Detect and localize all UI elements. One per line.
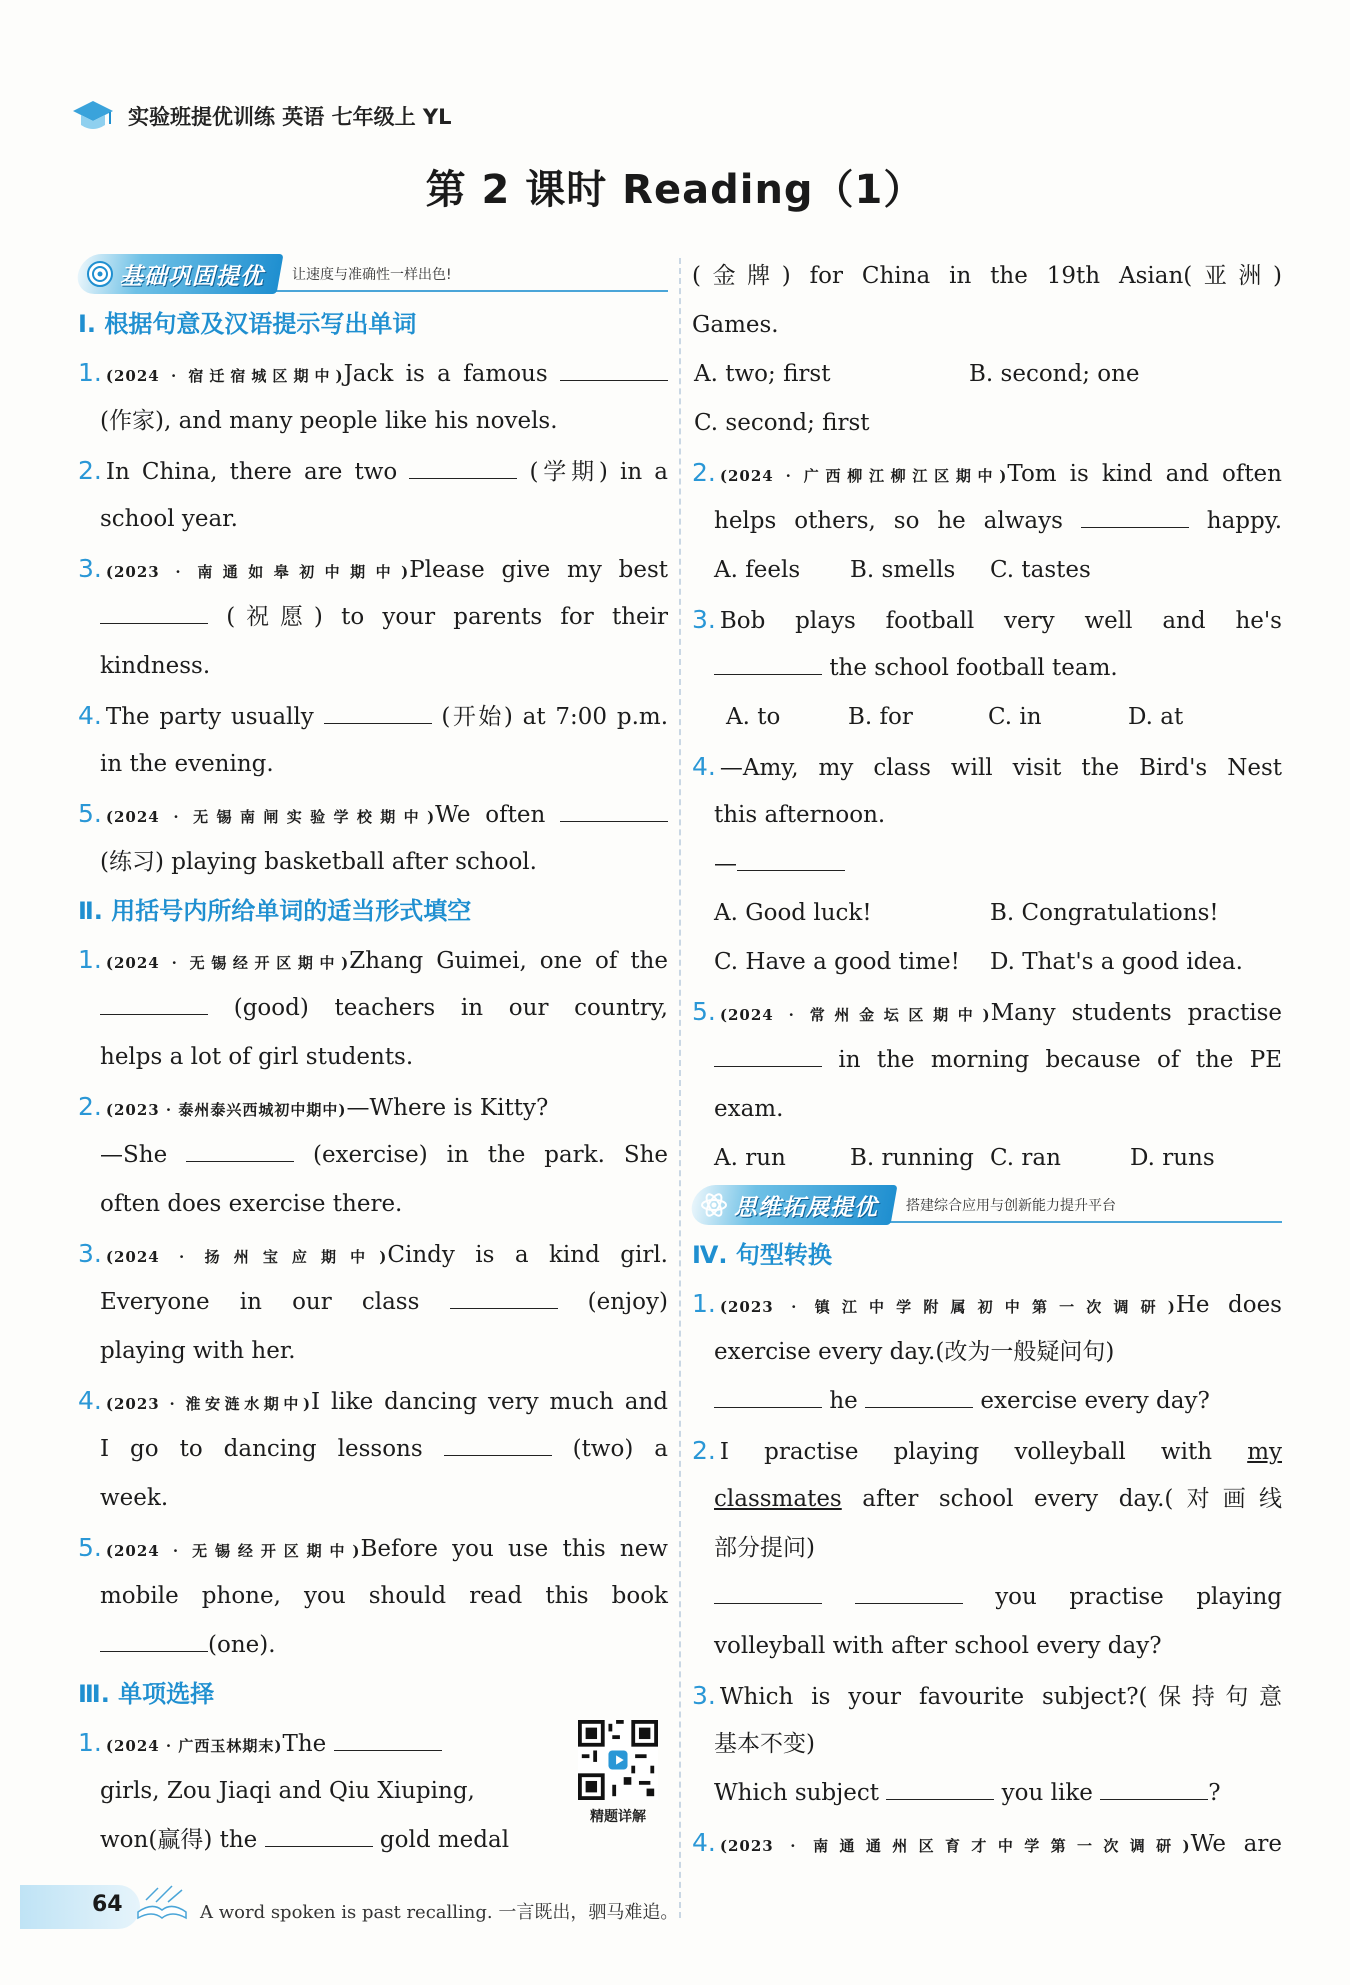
answer-blank[interactable] bbox=[560, 362, 668, 381]
options-line bbox=[692, 889, 1282, 938]
question-line: 5. (2024 · 无锡经开区期中)Before you use this new bbox=[78, 1533, 668, 1562]
section-banner-basic bbox=[78, 252, 668, 296]
question-line: 4. (2023 · 南通通州区育才中学第一次调研)We are bbox=[692, 1828, 1282, 1857]
question-line: won(赢得) the gold medal bbox=[100, 1827, 510, 1853]
question-line: 2. I practise playing volleyball with my bbox=[692, 1436, 1282, 1465]
answer-blank[interactable] bbox=[714, 1389, 822, 1408]
question-line: (祝愿) to your parents for their bbox=[78, 593, 668, 642]
option[interactable]: A. feels bbox=[714, 557, 801, 583]
options-line bbox=[692, 1134, 1282, 1183]
question-line: — bbox=[692, 840, 1282, 889]
question-line: Everyone in our class (enjoy) bbox=[100, 1289, 668, 1315]
question-line: 4. The party usually (开始) at 7:00 p.m. bbox=[78, 701, 669, 730]
graduation-cap-icon bbox=[72, 98, 114, 134]
question-line: (one). bbox=[78, 1621, 668, 1670]
option[interactable]: D. at bbox=[1128, 704, 1184, 730]
answer-blank[interactable] bbox=[100, 996, 208, 1015]
part-heading: Ⅱ. 用括号内所给单词的适当形式填空 bbox=[78, 897, 472, 925]
options-line bbox=[692, 399, 1282, 448]
lesson-title: 第 2 课时 Reading（1） bbox=[425, 167, 925, 213]
options-line bbox=[692, 938, 1282, 987]
answer-blank[interactable] bbox=[1081, 509, 1189, 528]
option[interactable]: B. smells bbox=[850, 557, 956, 583]
question-line: playing with her. bbox=[100, 1338, 296, 1364]
question-line: 基本不变) bbox=[714, 1731, 815, 1757]
question-line: exam. bbox=[714, 1096, 784, 1122]
answer-blank[interactable] bbox=[265, 1828, 373, 1847]
question-line: 2. (2024 · 广西柳江柳江区期中)Tom is kind and often bbox=[692, 458, 1282, 487]
question-line: in the evening. bbox=[100, 751, 274, 777]
answer-blank[interactable] bbox=[334, 1732, 442, 1751]
part-heading: Ⅰ. 根据句意及汉语提示写出单词 bbox=[78, 310, 417, 338]
question-line: girls, Zou Jiaqi and Qiu Xiuping, bbox=[100, 1778, 475, 1804]
question-line: this afternoon. bbox=[714, 802, 886, 828]
option[interactable]: C. in bbox=[988, 704, 1042, 730]
answer-blank[interactable] bbox=[865, 1389, 973, 1408]
question-line: helps a lot of girl students. bbox=[100, 1044, 414, 1070]
atom-icon bbox=[700, 1191, 728, 1219]
option[interactable]: C. tastes bbox=[990, 557, 1091, 583]
question-line: 1. (2024 · 宿迁宿城区期中)Jack is a famous bbox=[78, 348, 668, 397]
question-line: 1. (2024 · 广西玉林期末)The bbox=[78, 1718, 568, 1767]
answer-blank[interactable] bbox=[855, 1585, 963, 1604]
banner-title: 基础巩固提优 bbox=[120, 263, 264, 290]
question-line: you practise playing bbox=[692, 1573, 1282, 1622]
option[interactable]: A. Good luck! bbox=[714, 900, 872, 926]
question-line: he exercise every day? bbox=[692, 1377, 1282, 1426]
question-line: (金牌) for China in the 19th Asian(亚洲) bbox=[692, 263, 1282, 289]
page-number: 64 bbox=[92, 1892, 123, 1917]
question-line: 2. (2023 · 泰州泰兴西城初中期中)—Where is Kitty? bbox=[78, 1092, 549, 1121]
answer-blank[interactable] bbox=[409, 460, 517, 479]
question-line: Which subject you like ? bbox=[714, 1780, 1221, 1806]
book-icon bbox=[132, 1880, 192, 1924]
left-column bbox=[78, 252, 668, 1865]
option[interactable]: D. runs bbox=[1130, 1145, 1215, 1171]
question-line: exercise every day.(改为一般疑问句) bbox=[714, 1339, 1115, 1365]
option[interactable]: B. second; one bbox=[969, 361, 1140, 387]
answer-blank[interactable] bbox=[714, 1048, 822, 1067]
answer-blank[interactable] bbox=[886, 1781, 994, 1800]
option[interactable]: A. run bbox=[714, 1145, 786, 1171]
footer-quote: A word spoken is past recalling. 一言既出，驷马难追。 bbox=[200, 1902, 679, 1923]
answer-blank[interactable] bbox=[1100, 1781, 1208, 1800]
banner-title: 思维拓展提优 bbox=[734, 1194, 878, 1221]
question-line: 部分提问) bbox=[714, 1535, 815, 1561]
answer-blank[interactable] bbox=[444, 1437, 552, 1456]
question-line: Games. bbox=[692, 312, 779, 338]
option[interactable]: B. for bbox=[848, 704, 913, 730]
question-line: 1. (2023 · 镇江中学附属初中第一次调研)He does bbox=[692, 1289, 1282, 1318]
question-line: 4. (2023 · 淮安涟水期中)I like dancing very much and bbox=[78, 1386, 668, 1415]
question-line: school year. bbox=[100, 506, 238, 532]
question-line: —She (exercise) in the park. She bbox=[100, 1142, 668, 1168]
qr-caption: 精题详解 bbox=[590, 1809, 646, 1825]
question-line: classmates after school every day.(对画线 bbox=[714, 1486, 1282, 1512]
question-line: 3. Bob plays football very well and he's bbox=[692, 605, 1282, 634]
question-line: 5. (2024 · 无锡南闸实验学校期中)We often bbox=[78, 789, 668, 838]
question-line: 3. (2024 · 扬州宝应期中)Cindy is a kind girl. bbox=[78, 1239, 668, 1268]
option[interactable]: A. to bbox=[726, 704, 781, 730]
target-icon bbox=[86, 260, 114, 288]
option[interactable]: A. two; first bbox=[694, 361, 831, 387]
question-line: week. bbox=[100, 1485, 169, 1511]
part-heading: Ⅳ. 句型转换 bbox=[692, 1241, 832, 1269]
question-line: mobile phone, you should read this book bbox=[100, 1583, 668, 1609]
running-header bbox=[72, 98, 452, 134]
question-line: 4. —Amy, my class will visit the Bird's Nest bbox=[692, 752, 1282, 781]
answer-blank[interactable] bbox=[714, 1585, 822, 1604]
running-title: 实验班提优训练 英语 七年级上 YL bbox=[128, 105, 452, 129]
question-line: (good) teachers in our country, bbox=[78, 984, 668, 1033]
question-line: I go to dancing lessons (two) a bbox=[100, 1436, 668, 1462]
banner-slogan: 搭建综合应用与创新能力提升平台 bbox=[906, 1198, 1116, 1214]
qr-code-block[interactable] bbox=[576, 1720, 660, 1826]
right-column bbox=[692, 252, 1282, 1867]
question-line: 3. Which is your favourite subject?(保持句意 bbox=[692, 1681, 1282, 1710]
question-line: kindness. bbox=[100, 653, 211, 679]
answer-blank[interactable] bbox=[324, 705, 432, 724]
answer-blank[interactable] bbox=[100, 605, 208, 624]
answer-blank[interactable] bbox=[450, 1290, 558, 1309]
question-line: 2. In China, there are two (学期) in a bbox=[78, 456, 668, 485]
qr-code-icon[interactable] bbox=[578, 1720, 658, 1800]
options-line bbox=[692, 350, 1282, 399]
option[interactable]: C. ran bbox=[990, 1145, 1061, 1171]
option[interactable]: C. Have a good time! bbox=[714, 949, 960, 975]
question-line: 1. (2024 · 无锡经开区期中)Zhang Guimei, one of the bbox=[78, 945, 668, 974]
part-heading: Ⅲ. 单项选择 bbox=[78, 1680, 215, 1708]
answer-blank[interactable] bbox=[100, 1633, 208, 1652]
question-line: 5. (2024 · 常州金坛区期中)Many students practise bbox=[692, 997, 1282, 1026]
question-line: often does exercise there. bbox=[100, 1191, 403, 1217]
column-divider bbox=[679, 258, 681, 1918]
question-line: volleyball with after school every day? bbox=[714, 1633, 1162, 1659]
answer-blank[interactable] bbox=[714, 656, 822, 675]
question-line: (练习) playing basketball after school. bbox=[100, 849, 537, 875]
question-line: helps others, so he always happy. bbox=[714, 508, 1283, 534]
options-line bbox=[692, 693, 1282, 742]
option[interactable]: D. That's a good idea. bbox=[990, 949, 1243, 975]
banner-slogan: 让速度与准确性一样出色! bbox=[292, 267, 452, 283]
answer-blank[interactable] bbox=[560, 803, 668, 822]
question-line: the school football team. bbox=[692, 644, 1282, 693]
options-line bbox=[692, 546, 1282, 595]
option[interactable]: B. Congratulations! bbox=[990, 900, 1219, 926]
answer-blank[interactable] bbox=[186, 1143, 294, 1162]
question-line: 3. (2023 · 南通如皋初中期中)Please give my best bbox=[78, 554, 668, 583]
question-line: in the morning because of the PE bbox=[692, 1036, 1282, 1085]
option[interactable]: B. running bbox=[850, 1145, 974, 1171]
answer-blank[interactable] bbox=[737, 852, 845, 871]
section-banner-extended bbox=[692, 1183, 1282, 1227]
option[interactable]: C. second; first bbox=[694, 410, 870, 436]
question-line: (作家), and many people like his novels. bbox=[100, 408, 558, 434]
